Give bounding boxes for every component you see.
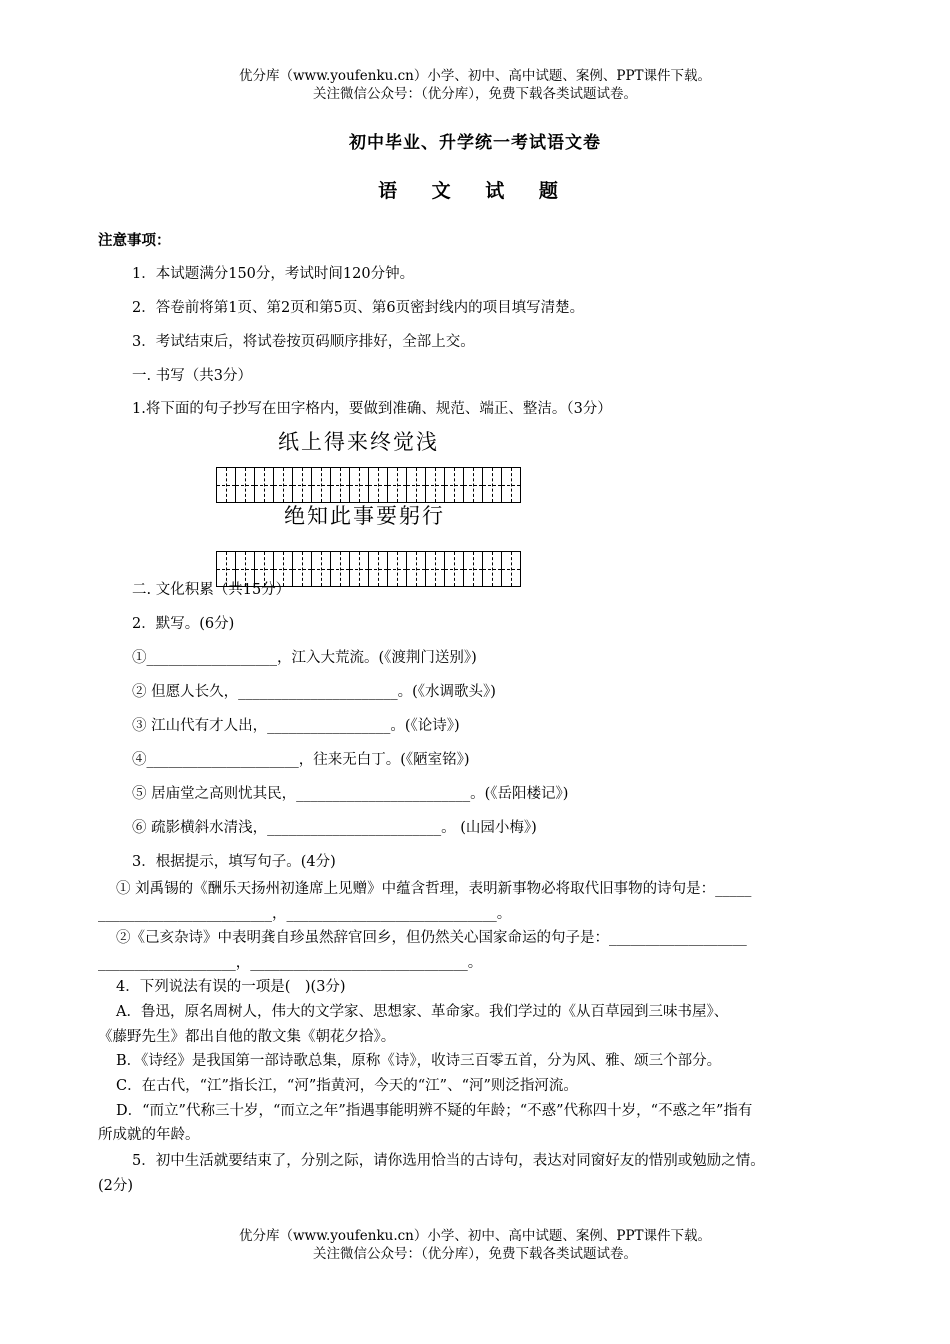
header-line-1: 优分库（www.youfenku.cn）小学、初中、高中试题、案例、PPT课件下载。	[238, 68, 712, 84]
question-3: 3．根据提示，填写句子。(4分)	[132, 854, 336, 870]
note-item-2: 2．答卷前将第1页、第2页和第5页、第6页密封线内的项目填写清楚。	[132, 300, 585, 316]
q4-option-d-line-1: D．“而立”代称三十岁，“而立之年”指遇事能明辨不疑的年龄；“不惑”代称四十岁，“不惑之年”指有	[116, 1103, 753, 1119]
subject-title-text: 语 文 试 题	[378, 180, 572, 202]
q4-option-b: B．《诗经》是我国第一部诗歌总集，原称《诗》，收诗三百零五首，分为风、雅、颂三个部分。	[116, 1053, 722, 1069]
q4-option-d-line-2: 所成就的年龄。	[98, 1127, 200, 1143]
q4-option-c: C．在古代，“江”指长江，“河”指黄河，今天的“江”、“河”则泛指河流。	[116, 1078, 578, 1094]
question-4: 4．下列说法有误的一项是( )(3分)	[116, 979, 346, 995]
footer-line-2: 关注微信公众号：（优分库），免费下载各类试题试卷。	[313, 1246, 637, 1262]
exam-title: 初中毕业、升学统一考试语文卷	[349, 133, 601, 153]
question-5-line-1: 5．初中生活就要结束了，分别之际，请你选用恰当的古诗句，表达对同窗好友的惜别或勉励之情。	[132, 1153, 765, 1169]
header-line-2: 关注微信公众号：（优分库），免费下载各类试题试卷。	[313, 86, 637, 102]
subject-title	[0, 176, 950, 203]
footer-line-1: 优分库（www.youfenku.cn）小学、初中、高中试题、案例、PPT课件下载。	[238, 1228, 712, 1244]
q3-item-2-line-1: ②《己亥杂诗》中表明龚自珍虽然辞官回乡，但仍然关心国家命运的句子是：___________________	[116, 930, 747, 946]
q2-item-3: ③ 江山代有才人出，_________________。(《论诗》)	[132, 718, 460, 734]
copy-sentence-1: 纸上得来终觉浅	[278, 430, 439, 454]
notes-heading: 注意事项：	[98, 232, 171, 249]
q2-item-5: ⑤ 居庙堂之高则忧其民，________________________。(《岳阳楼记》)	[132, 786, 569, 802]
copy-sentence-2: 绝知此事要躬行	[284, 504, 445, 528]
note-item-1: 1．本试题满分150分，考试时间120分钟。	[132, 266, 415, 282]
q4-option-a-line-2: 《藤野先生》都出自他的散文集《朝花夕拾》。	[98, 1029, 396, 1045]
question-2: 2．默写。(6分)	[132, 616, 235, 632]
q2-item-6: ⑥ 疏影横斜水清浅，________________________。 (山园小梅》)	[132, 820, 537, 836]
question-1: 1.将下面的句子抄写在田字格内，要做到准确、规范、端正、整洁。（3分）	[132, 401, 612, 417]
section-2-heading: 二. 文化积累（共15分）	[132, 582, 291, 598]
section-1-heading: 一. 书写（共3分）	[132, 368, 252, 384]
q2-item-1: ①__________________，江入大荒流。(《渡荆门送别》)	[132, 650, 477, 666]
writing-grid-1[interactable]	[216, 467, 521, 503]
q3-item-2-line-2: ___________________，______________________________。	[98, 955, 483, 971]
q2-item-4: ④_____________________，往来无白丁。(《陋室铭》)	[132, 752, 470, 768]
q3-item-1-line-1: ① 刘禹锡的《酬乐天扬州初逢席上见赠》中蕴含哲理，表明新事物必将取代旧事物的诗句是：_____	[116, 881, 752, 897]
note-item-3: 3．考试结束后，将试卷按页码顺序排好，全部上交。	[132, 334, 475, 350]
q2-item-2: ② 但愿人长久，______________________。(《水调歌头》)	[132, 684, 496, 700]
question-5-line-2: (2分)	[98, 1178, 134, 1194]
q3-item-1-line-2: ________________________，_____________________________。	[98, 906, 512, 922]
q4-option-a-line-1: A．鲁迅，原名周树人，伟大的文学家、思想家、革命家。我们学过的《从百草园到三味书屋》、	[116, 1004, 729, 1020]
